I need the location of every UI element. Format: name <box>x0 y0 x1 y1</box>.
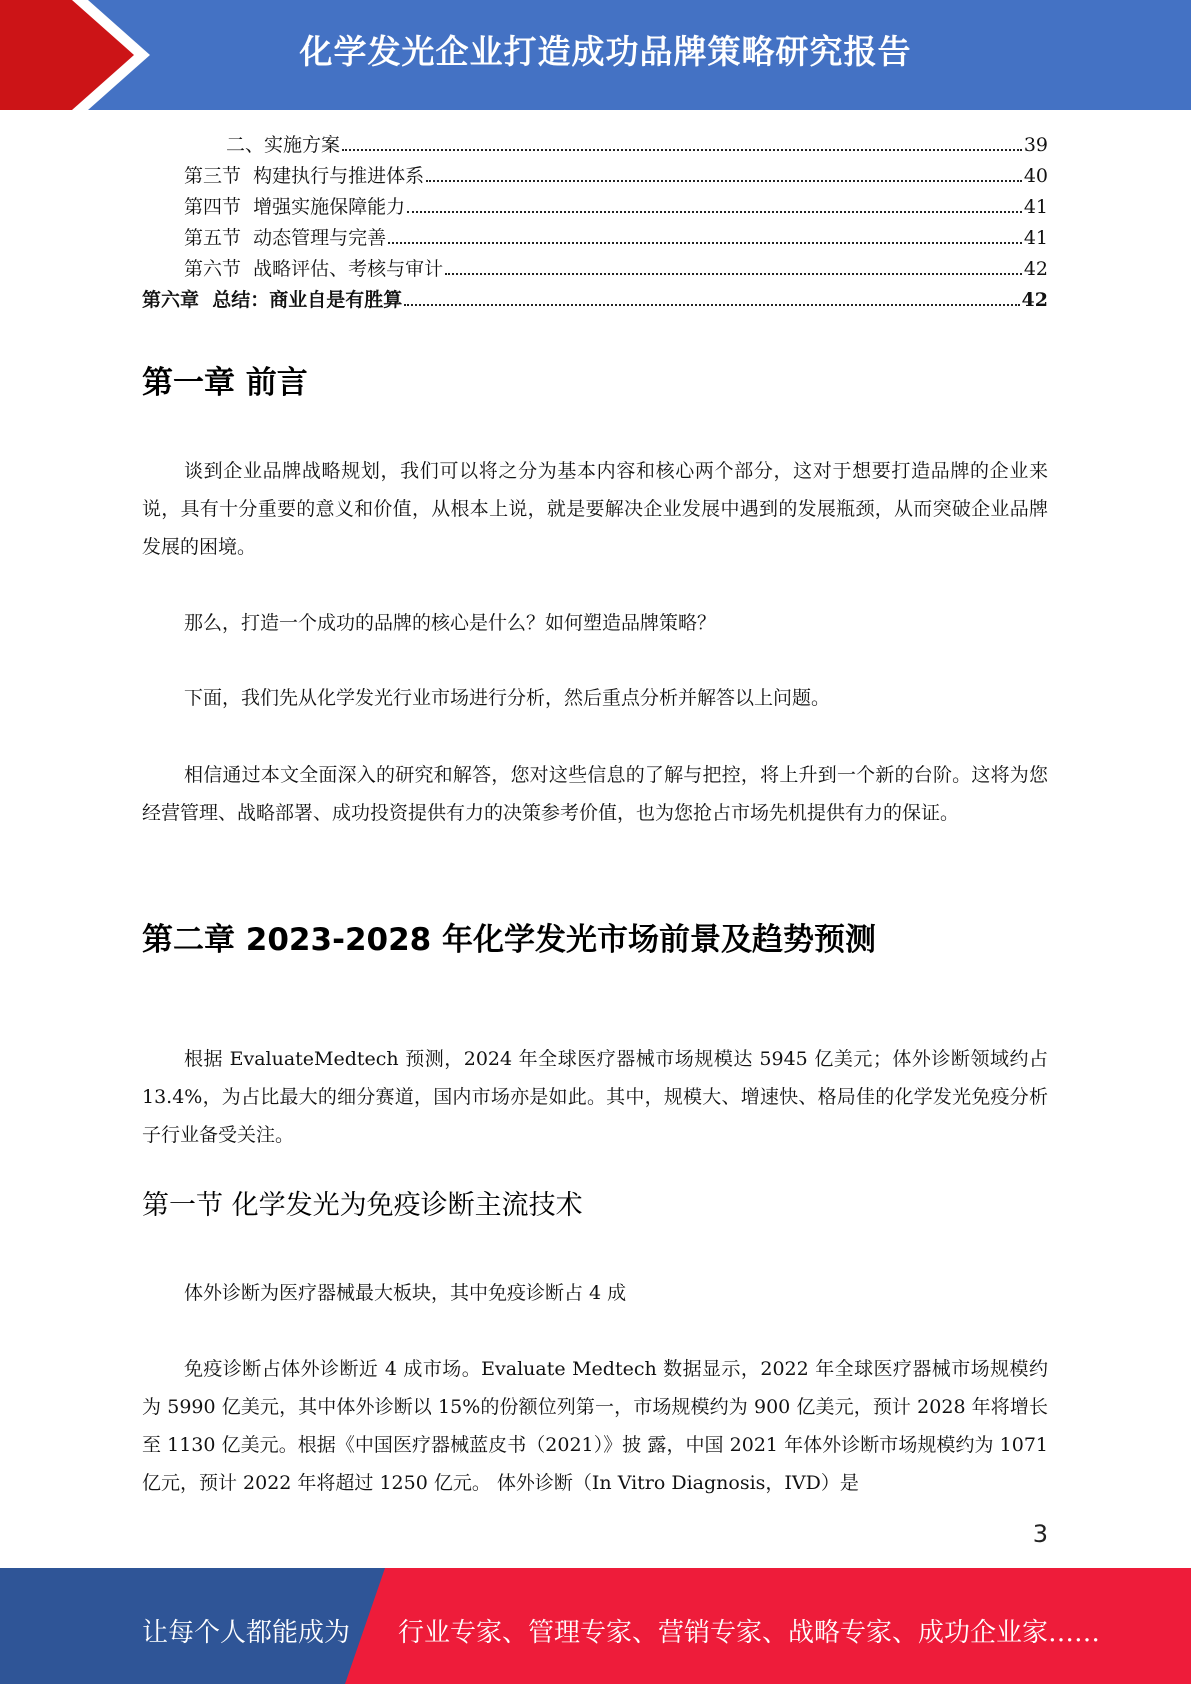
toc-leader-dots <box>426 180 1022 182</box>
toc-leader-dots <box>404 304 1019 306</box>
toc-entry-label: 二、实施方案 <box>226 134 341 156</box>
toc-entry-label: 第六章 总结：商业自是有胜算 <box>142 289 403 311</box>
report-title: 化学发光企业打造成功品牌策略研究报告 <box>299 32 912 71</box>
toc-entry-page: 41 <box>1023 227 1048 249</box>
toc-leader-dots <box>388 242 1022 244</box>
toc-entry[interactable] <box>142 161 1048 192</box>
toc-entry-page: 42 <box>1021 289 1048 311</box>
page-number: 3 <box>1032 1520 1048 1548</box>
toc-entry-page: 40 <box>1023 165 1048 187</box>
body-paragraph: 相信通过本文全面深入的研究和解答，您对这些信息的了解与把控，将上升到一个新的台阶。这将为您经营管理、战略部署、成功投资提供有力的决策参考价值，也为您抢占市场先机提供有力的保证。 <box>142 764 1048 824</box>
toc-leader-dots <box>445 273 1022 275</box>
body-paragraph: 免疫诊断占体外诊断近 4 成市场。Evaluate Medtech 数据显示，2022 年全球医疗器械市场规模约为 5990 亿美元，其中体外诊断以 15%的份额位列第一，市场规模约为 900 亿美元，预计 2028 年将增长至 1130 亿美元。根据《中国医疗器械蓝皮书（2021）》披 露，中国 2021 年体外诊断市场规模约为 1071 亿元，预计 2022 年将超过 1250 亿元。 体外诊断（In Vitro Diagnosis，IVD）是 <box>142 1358 1048 1494</box>
footer-slogan-left: 让每个人都能成为 <box>142 1618 351 1648</box>
toc-entry[interactable] <box>142 192 1048 223</box>
toc-entry-label: 第三节 构建执行与推进体系 <box>184 165 425 187</box>
body-paragraph: 根据 EvaluateMedtech 预测，2024 年全球医疗器械市场规模达 5945 亿美元；体外诊断领域约占 13.4%，为占比最大的细分赛道，国内市场亦是如此。其中，规模大、增速快、格局佳的化学发光免疫分析子行业备受关注。 <box>142 1048 1048 1146</box>
chapter-1-heading: 第一章 前言 <box>142 365 308 401</box>
body-paragraph: 那么，打造一个成功的品牌的核心是什么？如何塑造品牌策略？ <box>184 612 717 634</box>
toc-entry-label: 第五节 动态管理与完善 <box>184 227 387 249</box>
toc-entry[interactable] <box>142 130 1048 161</box>
toc-entry-label: 第六节 战略评估、考核与审计 <box>184 258 444 280</box>
toc-entry-page: 41 <box>1023 196 1048 218</box>
toc-entry-page: 42 <box>1023 258 1048 280</box>
toc-entry[interactable] <box>142 223 1048 254</box>
toc-entry-page: 39 <box>1023 134 1048 156</box>
section-1-heading: 第一节 化学发光为免疫诊断主流技术 <box>142 1190 583 1221</box>
toc-entry-label: 第四节 增强实施保障能力 <box>184 196 406 218</box>
table-of-contents <box>142 130 1048 316</box>
body-paragraph: 下面，我们先从化学发光行业市场进行分析，然后重点分析并解答以上问题。 <box>184 687 831 709</box>
toc-entry[interactable] <box>142 254 1048 285</box>
page-header <box>0 0 1191 110</box>
chapter-2-heading: 第二章 2023-2028 年化学发光市场前景及趋势预测 <box>142 922 877 958</box>
toc-entry[interactable] <box>142 285 1048 316</box>
footer-slogan-right: 行业专家、管理专家、营销专家、战略专家、成功企业家…… <box>398 1618 1101 1648</box>
toc-leader-dots <box>342 149 1022 151</box>
section-subtitle: 体外诊断为医疗器械最大板块，其中免疫诊断占 4 成 <box>184 1282 627 1304</box>
toc-leader-dots <box>407 211 1022 213</box>
body-paragraph: 谈到企业品牌战略规划，我们可以将之分为基本内容和核心两个部分，这对于想要打造品牌的企业来说，具有十分重要的意义和价值，从根本上说，就是要解决企业发展中遇到的发展瓶颈，从而突破企业品牌发展的困境。 <box>142 460 1048 558</box>
page-footer <box>0 1568 1191 1684</box>
